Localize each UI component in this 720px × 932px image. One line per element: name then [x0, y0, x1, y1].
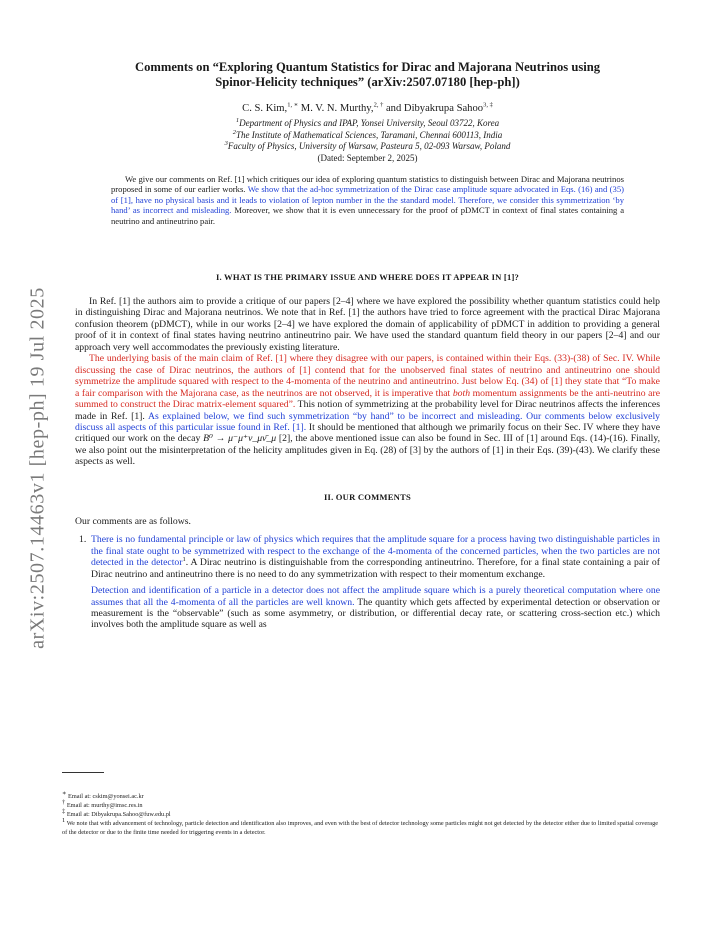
item-1-blue: There is no fundamental principle or law of physics which requires that the amplitude square for a process having two distinguishable particles in the final state ought to be symmetrized with respect to the exchange of the 4-momenta of the concerned particles, when the two particles are not detected in the detector: [91, 534, 660, 569]
affiliation-3: [75, 141, 660, 153]
title-line-1: Comments on “Exploring Quantum Statistics for Dirac and Majorana Neutrinos using: [134, 60, 601, 74]
footnote-3-mark: ‡: [62, 807, 66, 815]
abstract-part-3: Moreover, we show that it is even unnecessary for the proof of pDMCT in context of final states containing a neutrino and antineutrino pair.: [111, 205, 625, 226]
affiliation-2: [75, 130, 660, 142]
footnote-2: [62, 798, 662, 810]
footnote-3-text: Email at: Dibyakrupa.Sahoo@fuw.edu.pl: [66, 811, 171, 818]
author-1-marks: 1, ∗: [287, 101, 299, 109]
affiliation-1: [75, 118, 660, 130]
section-2-heading: II. OUR COMMENTS: [324, 491, 411, 502]
author-3: and Dibyakrupa Sahoo: [383, 103, 484, 114]
black-text-a: This notion of symmetrizing at the probability level for Dirac neutrinos affects the inferences made in Ref. [1].: [75, 399, 660, 422]
item-1b-black: The quantity which gets affected by experimental detection or observation or measurement is the “observable” (such as some asymmetry, or distribution, or differential decay rate, or scattering cross-section etc.) which involves both the amplitude square as well as: [91, 596, 660, 631]
affiliation-2-mark: 2: [232, 128, 236, 136]
affiliation-3-mark: 3: [224, 140, 228, 147]
footnote-marker-1: 1: [182, 555, 186, 563]
author-list: [75, 102, 660, 115]
section-1-heading: I. WHAT IS THE PRIMARY ISSUE AND WHERE DOES IT APPEAR IN [1]?: [215, 272, 520, 283]
section-1-paragraph-2: [75, 353, 660, 468]
paper-page: [75, 60, 660, 631]
item-1b-blue: Detection and identification of a particle in a detector does not affect the amplitude square which is a purely theoretical computation where one assumes that all the 4-momenta of all the particles are well known.: [91, 585, 660, 608]
list-item-1: [91, 534, 660, 580]
footnote-1: [62, 789, 662, 801]
paper-title: [75, 60, 660, 90]
affiliation-1-text: Department of Physics and IPAP, Yonsei University, Seoul 03722, Korea: [239, 118, 500, 128]
footnotes: [62, 789, 662, 837]
author-2: M. V. N. Murthy,: [298, 103, 374, 114]
footnote-4: [62, 816, 662, 837]
blue-text: As explained below, we find such symmetrization “by hand” to be incorrect and misleading. Our comments below exclusively discuss all aspects of this particular issue found in Ref. [1].: [75, 410, 660, 434]
red-text-emphasis: both: [452, 387, 471, 399]
footnote-1-text: Email at: cskim@yonsei.ac.kr: [68, 793, 144, 800]
red-text-b: momentum assignments be the anti-neutrino are summed to construct the Dirac matrix-element squared”.: [75, 387, 660, 411]
footnote-2-mark: †: [62, 798, 66, 806]
affiliation-1-mark: 1: [235, 117, 240, 124]
footnote-rule: [62, 772, 104, 773]
black-text-b1: It should be mentioned that although we primarily focus on their Sec. IV where they have critiqued our work on the decay: [75, 422, 661, 445]
arxiv-stamp-text: arXiv:2507.14463v1 [hep-ph] 19 Jul 2025: [26, 287, 49, 649]
author-3-marks: 3, ‡: [483, 101, 493, 109]
decay-formula: B⁰ → μ⁻μ⁺ν_μν̄_μ: [203, 433, 277, 445]
footnote-1-mark: ∗: [62, 789, 67, 797]
footnote-4-mark: 1: [62, 816, 66, 824]
black-text-b2: [2], the above mentioned issue can also be found in Sec. III of [1] around Eqs. (14)-(16). Finally, we also point out the misinterpretation of the helicity amplitudes given in Eq. (28) of [3] by the authors of [1] in their Eqs. (39)-(43). We clarify these aspects as well.: [75, 433, 660, 468]
abstract-part-1: We give our comments on Ref. [1] which critiques our idea of exploring quantum statistics to distinguish between Dirac and Majorana neutrinos proposed in some of our earlier works.: [111, 174, 624, 195]
affiliations: [75, 118, 660, 164]
abstract: [111, 174, 624, 226]
footnote-2-text: Email at: murthy@imsc.res.in: [66, 802, 143, 809]
footnote-4-text: We note that with advancement of technology, particle detection and identification also improves, and even with the best of detector technology some particles might not get detected by the detector either due to limited spatial coverage of the detector or due to the finite time needed for triggering events in a detector.: [62, 820, 659, 836]
affiliation-2-text: The Institute of Mathematical Sciences, Taramani, Chennai 600113, India: [236, 129, 503, 140]
arxiv-stamp: [20, 258, 56, 678]
author-2-marks: 2, †: [373, 101, 384, 109]
list-item-1-continued: [91, 585, 660, 631]
title-line-2: Spinor-Helicity techniques” (arXiv:2507.07180 [hep-ph]): [215, 75, 520, 89]
list-item-number: 1.: [79, 534, 87, 546]
item-1-black: . A Dirac neutrino is distinguishable from the corresponding antineutrino. Therefore, for a final state containing a pair of Dirac neutrino and antineutrino there is no need to do any symmetrization with respect to their momentum exchange.: [91, 557, 661, 580]
affiliation-3-text: Faculty of Physics, University of Warsaw, Pasteura 5, 02-093 Warsaw, Poland: [227, 141, 511, 151]
abstract-part-2: We show that the ad-hoc symmetrization of the Dirac case amplitude square advocated in Eqs. (16) and (35) of [1], have no physical basis and it leads to violation of lepton number in the the standard model. Therefore, we consider this symmetrization ‘by hand’ as incorrect and misleading.: [111, 184, 624, 216]
footnote-3: [62, 807, 662, 819]
red-text-a: The underlying basis of the main claim of Ref. [1] where they disagree with our papers, is contained within their Eqs. (33)-(38) of Sec. IV. While discussing the case of Dirac neutrinos, the authors of [1] contend that for the unobserved final states of neutrino and antineutrino one should symmetrize the amplitude squared with respect to the 4-momenta of the neutrino and antineutrino. Just below Eq. (34) of [1] they state that “To make a fair comparison with the Majorana case, as the neutrinos are not observed, it is imperative that: [75, 353, 660, 399]
section-2-intro: Our comments are as follows.: [75, 515, 191, 527]
comment-list: [75, 534, 660, 631]
date-line: (Dated: September 2, 2025): [317, 152, 418, 163]
author-1: C. S. Kim,: [242, 103, 288, 114]
section-1-paragraph-1: In Ref. [1] the authors aim to provide a critique of our papers [2–4] where we have explored the possibility whether quantum statistics could help in distinguishing Dirac and Majorana neutrinos. We note that in Ref. [1] the authors have tried to force agreement with the practical Dirac Majorana confusion theorem (pDMCT), while in our works [2–4] we have explored the domain of applicability of pDMCT in addition to providing a general proof of it in context of final states having neutrino antineutrino pair. We have used the standard quantum field theory in our papers [2–4] and our approach very well accommodates the previously existing literature.: [75, 296, 660, 353]
